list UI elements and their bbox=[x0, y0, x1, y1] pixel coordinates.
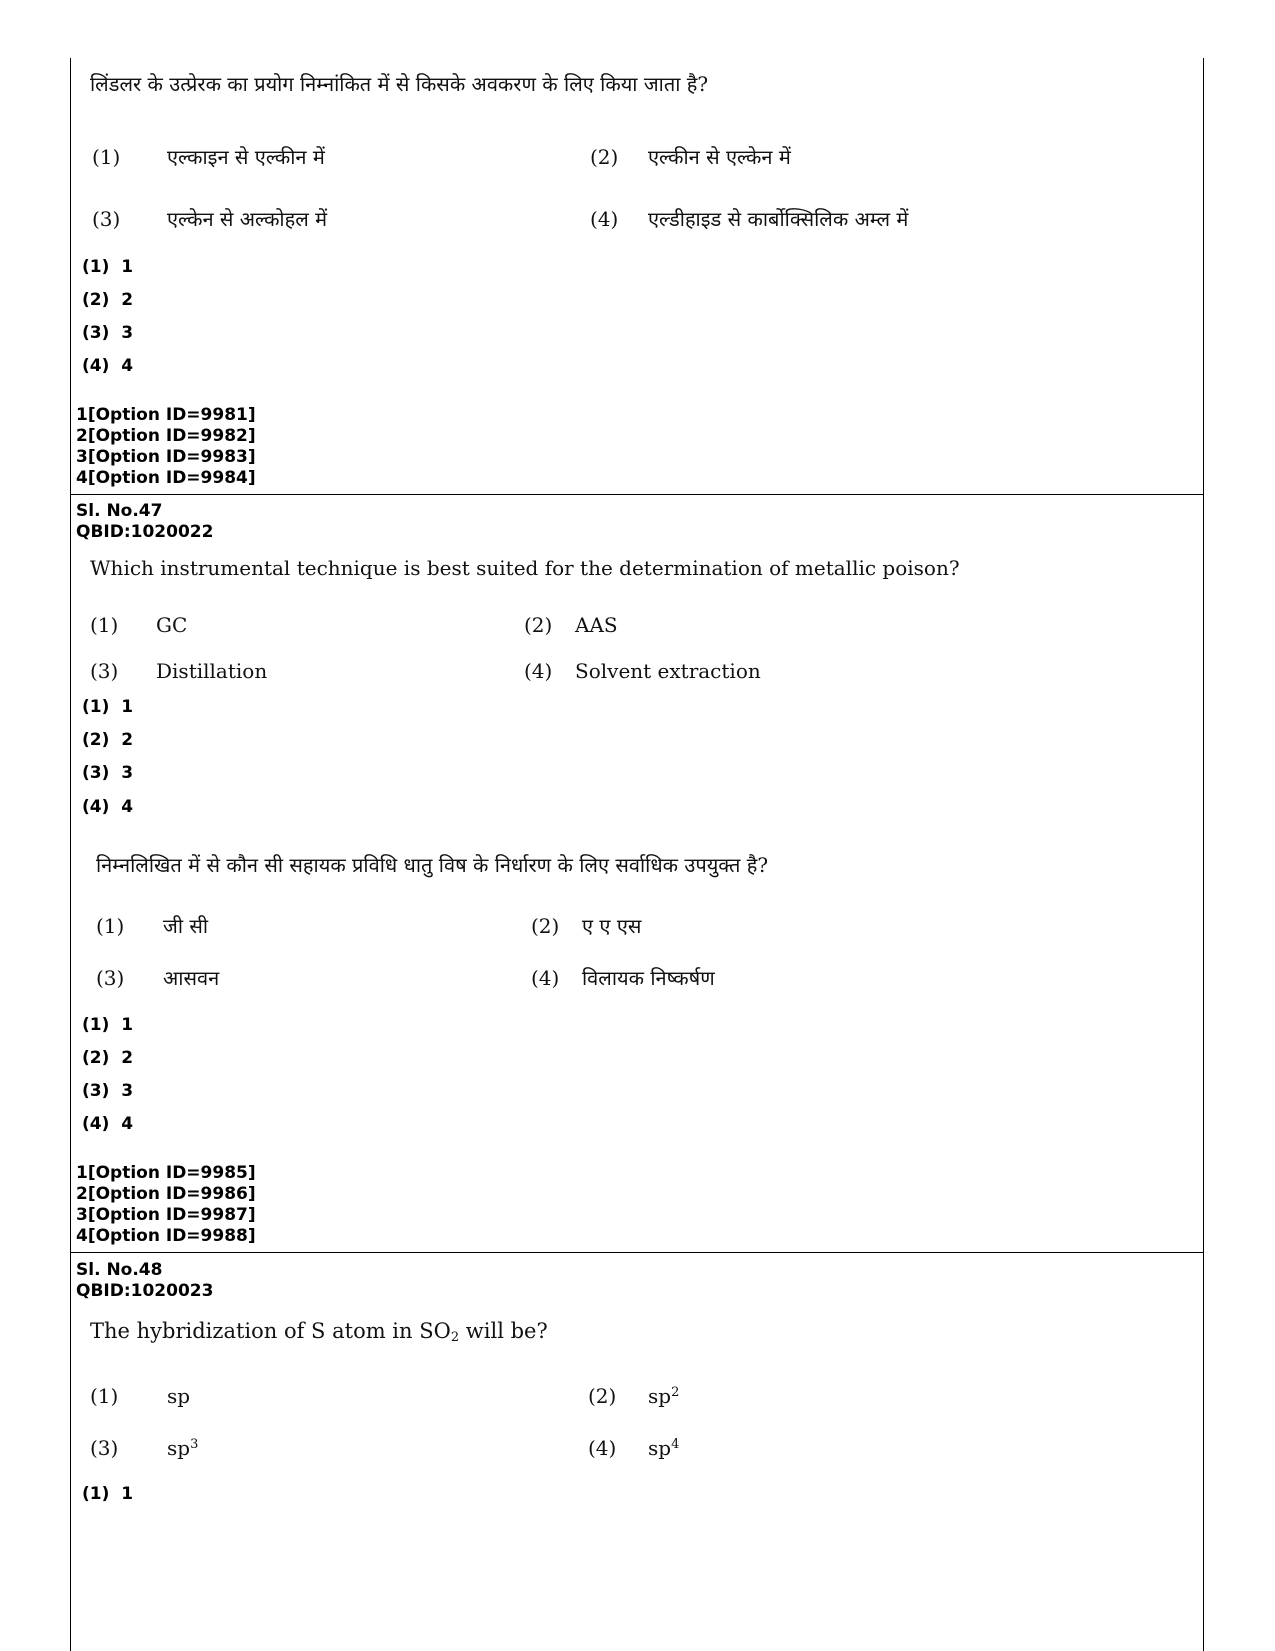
option-number: (1) bbox=[90, 613, 119, 637]
answer-choice: (4) 4 bbox=[82, 797, 134, 817]
option-number: (3) bbox=[92, 207, 121, 231]
option-text: एल्कीन से एल्केन में bbox=[648, 145, 791, 169]
question-header bbox=[76, 501, 213, 543]
question-header bbox=[76, 1260, 213, 1302]
option-text: sp bbox=[167, 1384, 191, 1408]
option-text: एल्केन से अल्कोहल में bbox=[167, 207, 328, 231]
answer-choice: (3) 3 bbox=[82, 1081, 134, 1101]
answer-choice: (3) 3 bbox=[82, 323, 134, 343]
option-text: Solvent extraction bbox=[575, 659, 761, 683]
question-text-hindi: निम्नलिखित में से कौन सी सहायक प्रविधि धातु विष के निर्धारण के लिए सर्वाधिक उपयुक्त है? bbox=[96, 853, 769, 877]
option-text: एल्काइन से एल्कीन में bbox=[167, 145, 325, 169]
option-number: (2) bbox=[590, 145, 619, 169]
option-text: आसवन bbox=[163, 966, 220, 990]
serial-number: Sl. No.47 bbox=[76, 501, 163, 521]
answer-choice: (4) 4 bbox=[82, 356, 134, 376]
option-number: (3) bbox=[96, 966, 125, 990]
answer-choice: (2) 2 bbox=[82, 290, 134, 310]
option-number: (4) bbox=[588, 1436, 617, 1460]
option-text: $sp^2$ bbox=[648, 1384, 680, 1408]
option-id: 2[Option ID=9986] bbox=[76, 1184, 256, 1204]
option-id: 1[Option ID=9981] bbox=[76, 405, 256, 425]
option-number: (3) bbox=[90, 1436, 119, 1460]
option-text: Distillation bbox=[156, 659, 268, 683]
option-id: 1[Option ID=9985] bbox=[76, 1163, 256, 1183]
option-text: एल्डीहाइड से कार्बोक्सिलिक अम्ल में bbox=[648, 207, 909, 231]
option-number: (4) bbox=[524, 659, 553, 683]
answer-choice: (2) 2 bbox=[82, 1048, 134, 1068]
option-number: (2) bbox=[531, 914, 560, 938]
answer-choice: (1) 1 bbox=[82, 1484, 134, 1504]
question-text: The hybridization of S atom in $SO_2$ will be? bbox=[90, 1319, 548, 1345]
question-divider bbox=[70, 494, 1204, 495]
option-id-list bbox=[76, 1163, 256, 1247]
serial-number: Sl. No.48 bbox=[76, 1260, 163, 1280]
answer-choice: (1) 1 bbox=[82, 697, 134, 717]
option-id-list bbox=[76, 405, 256, 489]
option-number: (2) bbox=[588, 1384, 617, 1408]
left-border bbox=[70, 58, 71, 1651]
option-number: (2) bbox=[524, 613, 553, 637]
option-text: विलायक निष्कर्षण bbox=[582, 966, 715, 990]
option-text: AAS bbox=[575, 613, 618, 637]
answer-choice: (3) 3 bbox=[82, 763, 134, 783]
option-number: (1) bbox=[92, 145, 121, 169]
option-number: (3) bbox=[90, 659, 119, 683]
answer-choice: (2) 2 bbox=[82, 730, 134, 750]
option-text: ए ए एस bbox=[582, 914, 642, 938]
question-divider bbox=[70, 1252, 1204, 1253]
answer-choice: (4) 4 bbox=[82, 1114, 134, 1134]
option-id: 2[Option ID=9982] bbox=[76, 426, 256, 446]
option-number: (4) bbox=[590, 207, 619, 231]
option-number: (1) bbox=[96, 914, 125, 938]
right-border bbox=[1203, 58, 1204, 1651]
option-number: (4) bbox=[531, 966, 560, 990]
option-number: (1) bbox=[90, 1384, 119, 1408]
option-id: 4[Option ID=9988] bbox=[76, 1226, 256, 1246]
option-text: GC bbox=[156, 613, 188, 637]
option-text: जी सी bbox=[163, 914, 209, 938]
qbid: QBID:1020022 bbox=[76, 522, 214, 542]
question-text: लिंडलर के उत्प्रेरक का प्रयोग निम्नांकित में से किसके अवकरण के लिए किया जाता है? bbox=[90, 72, 709, 96]
qbid: QBID:1020023 bbox=[76, 1281, 214, 1301]
option-id: 4[Option ID=9984] bbox=[76, 468, 256, 488]
option-id: 3[Option ID=9983] bbox=[76, 447, 256, 467]
option-text: $sp^3$ bbox=[167, 1436, 199, 1460]
question-text: Which instrumental technique is best suited for the determination of metallic poison? bbox=[90, 556, 960, 580]
option-text: $sp^4$ bbox=[648, 1436, 680, 1460]
answer-choice: (1) 1 bbox=[82, 1015, 134, 1035]
option-id: 3[Option ID=9987] bbox=[76, 1205, 256, 1225]
answer-choice: (1) 1 bbox=[82, 257, 134, 277]
